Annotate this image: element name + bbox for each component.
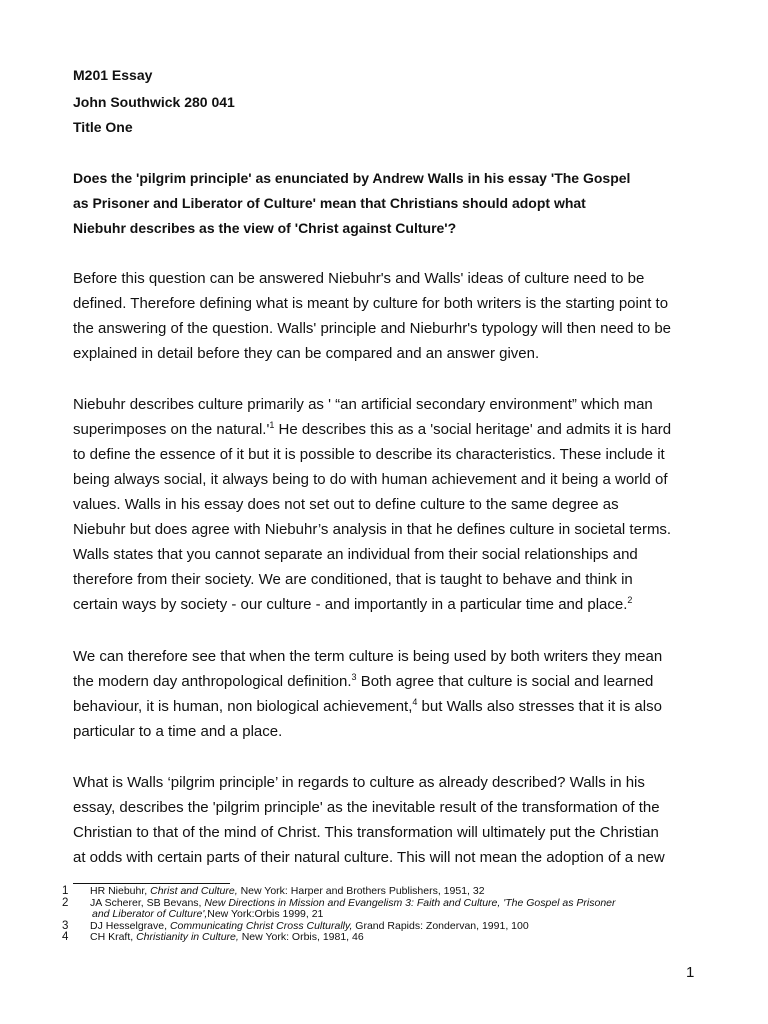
paragraph-line: We can therefore see that when the term culture is being used by both writers they mean xyxy=(73,648,663,665)
paragraph-pilgrim-principle xyxy=(73,770,665,870)
text-run: but Walls also stresses that it is also xyxy=(417,698,662,715)
paragraph-intro xyxy=(73,266,671,366)
text-run: behaviour, it is human, non biological achievement, xyxy=(73,698,413,715)
paragraph-line: Christian to that of the mind of Christ. This transformation will ultimately put the Christian xyxy=(73,824,659,841)
footnote-item xyxy=(62,932,616,944)
footnote-text: JA Scherer, SB Bevans, xyxy=(90,896,205,909)
footnote-text: Grand Rapids: Zondervan, 1991, 100 xyxy=(352,919,529,932)
author-line: John Southwick 280 041 xyxy=(73,94,235,110)
footnote-work-title: and Liberator of Culture', xyxy=(92,908,208,920)
paragraph-line: Niebuhr but does agree with Niebuhr’s analysis in that he defines culture in societal terms. xyxy=(73,521,672,538)
footnote-text: DJ Hesselgrave, xyxy=(90,919,170,932)
paragraph-line xyxy=(73,694,662,719)
footnote-number: 4 xyxy=(62,931,69,943)
paragraph-line: therefore from their society. We are conditioned, that is taught to behave and think in xyxy=(73,571,633,588)
paragraph-line xyxy=(73,417,671,442)
paragraph-line: to define the essence of it but it is possible to describe its characteristics. These include it xyxy=(73,446,665,463)
paragraph-line: the answering of the question. Walls' principle and Nieburhr's typology will then need to be xyxy=(73,320,672,337)
question-line: as Prisoner and Liberator of Culture' mean that Christians should adopt what xyxy=(73,195,586,211)
text-run: certain ways by society - our culture - and importantly in a particular time and place. xyxy=(73,596,628,613)
footnote-text: CH Kraft, xyxy=(90,931,137,943)
question-line: Niebuhr describes as the view of 'Christ against Culture'? xyxy=(73,220,457,236)
footnote-work-title: Christianity in Culture, xyxy=(136,931,239,943)
paragraph-line: What is Walls ‘pilgrim principle’ in regards to culture as already described? Walls in his xyxy=(73,774,645,791)
footnote-separator xyxy=(73,883,230,884)
paragraph-line: at odds with certain parts of their natural culture. This will not mean the adoption of a new xyxy=(73,849,665,866)
footnote-work-title: New Directions in Mission and Evangelism 3: Faith and Culture, 'The Gospel as Prisoner xyxy=(204,896,616,909)
page-number: 1 xyxy=(686,964,695,981)
footnote-work-title: Christ and Culture, xyxy=(150,885,238,897)
paragraph-line: Walls states that you cannot separate an individual from their social relationships and xyxy=(73,546,638,563)
text-run: He describes this as a 'social heritage' and admits it is hard xyxy=(274,421,672,438)
essay-title: Title One xyxy=(73,119,133,135)
essay-question xyxy=(73,166,733,241)
footnote-ref: 4 xyxy=(412,697,418,707)
course-code: M201 Essay xyxy=(73,67,153,83)
paragraph-line: particular to a time and a place. xyxy=(73,723,283,740)
footnotes xyxy=(62,886,616,944)
text-run: Both agree that culture is social and learned xyxy=(356,673,654,690)
footnote-work-title: Communicating Christ Cross Culturally, xyxy=(169,919,353,932)
paragraph-culture-definition xyxy=(73,392,671,617)
footnote-text: HR Niebuhr, xyxy=(90,885,151,897)
text-run: superimposes on the natural.' xyxy=(73,421,270,438)
paragraph-line: Niebuhr describes culture primarily as ' “an artificial secondary environment” which man xyxy=(73,396,653,413)
paragraph-line: Before this question can be answered Niebuhr's and Walls' ideas of culture need to be xyxy=(73,270,645,287)
footnote-number: 1 xyxy=(62,885,69,897)
footnote-text: New York: Harper and Brothers Publishers, 1951, 32 xyxy=(237,885,485,897)
footnote-number: 3 xyxy=(62,919,69,932)
paragraph-line xyxy=(73,669,662,694)
paragraph-line: being always social, it always being to do with human achievement and it being a world of xyxy=(73,471,668,488)
paragraph-line: values. Walls in his essay does not set out to define culture to the same degree as xyxy=(73,496,619,513)
footnote-text: New York:Orbis 1999, 21 xyxy=(207,908,324,920)
question-line: Does the 'pilgrim principle' as enunciated by Andrew Walls in his essay 'The Gospel xyxy=(73,170,631,186)
paragraph-anthropological xyxy=(73,644,662,744)
footnote-ref: 2 xyxy=(627,595,633,605)
footnote-ref: 3 xyxy=(351,672,357,682)
footnote-text: New York: Orbis, 1981, 46 xyxy=(238,931,364,943)
paragraph-line xyxy=(73,592,671,617)
paragraph-line: essay, describes the 'pilgrim principle' as the inevitable result of the transformation of the xyxy=(73,799,660,816)
paragraph-line: explained in detail before they can be compared and an answer given. xyxy=(73,345,540,362)
paragraph-line: defined. Therefore defining what is meant by culture for both writers is the starting point to xyxy=(73,295,669,312)
footnote-ref: 1 xyxy=(269,420,275,430)
text-run: the modern day anthropological definition. xyxy=(73,673,352,690)
footnote-number: 2 xyxy=(62,896,69,909)
